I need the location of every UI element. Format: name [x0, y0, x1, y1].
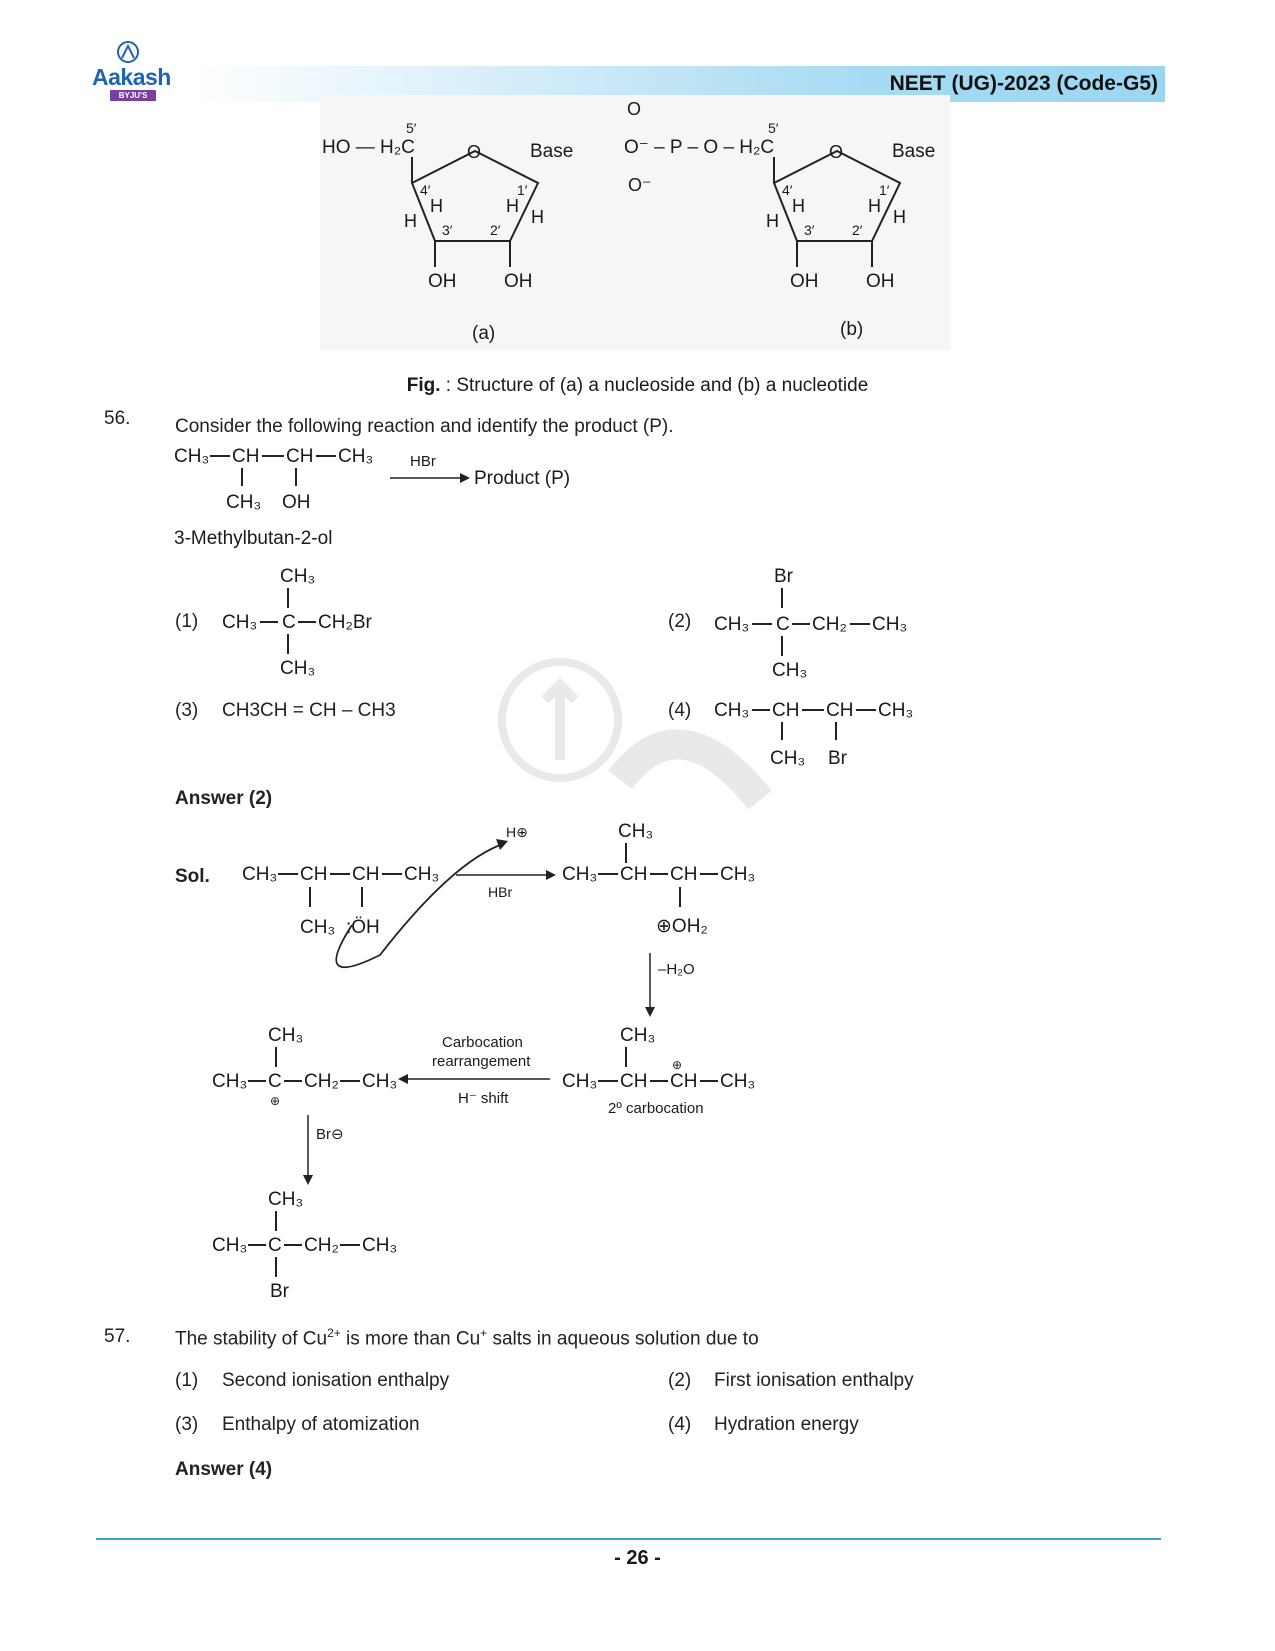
chem-ch: CH [772, 700, 800, 721]
chem-ch3: CH₃ [268, 1025, 304, 1046]
c4-label: 4′ [782, 182, 793, 198]
reactant-ch3: CH₃ [338, 446, 374, 467]
oh-label: OH [790, 271, 819, 292]
oh-label: OH [866, 271, 895, 292]
ring-o-label: O [829, 142, 844, 162]
footer-rule [96, 1538, 1161, 1540]
product-label: Product (P) [474, 468, 571, 489]
chem-c: C [268, 1235, 282, 1256]
chem-oh2-plus: ⊕OH₂ [656, 916, 708, 937]
option-text: Enthalpy of atomization [222, 1414, 420, 1435]
logo-badge: BYJU'S [110, 90, 156, 101]
oh-label: OH [504, 271, 533, 292]
chem-ch3: CH₃ [242, 864, 278, 885]
option-number: (2) [668, 1370, 692, 1391]
solution-mechanism [212, 815, 820, 1305]
chem-ch2: CH₂ [812, 614, 847, 635]
c1-label: 1′ [517, 182, 528, 198]
option-1-structure [220, 560, 400, 685]
option-number: (4) [668, 700, 692, 721]
chem-ch2: CH₂ [304, 1235, 339, 1256]
reactant-ch: CH [286, 446, 314, 467]
option-number: (1) [175, 1370, 199, 1391]
h-plus-label: H⊕ [506, 824, 528, 840]
hydride-shift-label: H⁻ shift [458, 1090, 509, 1107]
chem-ch3: CH₃ [878, 700, 914, 721]
option-number: (3) [175, 700, 199, 721]
reactant-oh: OH [282, 492, 311, 513]
chem-ch: CH [670, 864, 698, 885]
caption-bold: Fig. [406, 375, 441, 396]
q57-sup-2: + [480, 1326, 488, 1340]
chem-ch: CH [620, 1071, 648, 1092]
question-number: 56. [104, 408, 131, 429]
chem-ch3: CH₃ [562, 1071, 598, 1092]
hbr-label: HBr [488, 884, 513, 900]
secondary-carbocation-label: 2º carbocation [608, 1100, 704, 1117]
chem-ch3: CH₃ [280, 566, 316, 587]
chem-ch3: CH₃ [404, 864, 440, 885]
ho-h2c-label: HO — H₂C [322, 137, 415, 158]
base-label: Base [530, 141, 574, 162]
chem-ch3: CH₃ [720, 1071, 756, 1092]
chem-ch3: CH₃ [770, 748, 806, 769]
chem-c: C [268, 1071, 282, 1092]
chem-ch3: CH₃ [562, 864, 598, 885]
chem-ch3: CH₃ [362, 1071, 398, 1092]
oh-label: OH [428, 271, 457, 292]
h-label: H [506, 196, 519, 216]
reactant-name: 3-Methylbutan-2-ol [174, 528, 333, 549]
c5-label: 5′ [768, 120, 779, 136]
reagent-hbr: HBr [410, 453, 436, 470]
ring-o-label: O [467, 142, 482, 162]
h-label: H [430, 196, 443, 216]
q57-text-pre: The stability of Cu [175, 1328, 328, 1350]
plus-charge: ⊕ [672, 1058, 683, 1072]
option-text: Hydration energy [714, 1414, 859, 1435]
h-label: H [404, 211, 417, 231]
answer-label: Answer (2) [175, 788, 273, 809]
chem-br: Br [774, 566, 793, 587]
option-number: (2) [668, 611, 692, 632]
c2-label: 2′ [852, 222, 863, 238]
page-header-title: NEET (UG)-2023 (Code-G5) [889, 72, 1158, 95]
chem-ch3: CH₃ [620, 1025, 656, 1046]
chem-ch3: CH₃ [300, 917, 336, 938]
phosphate-label: O⁻ – P – O – H₂C [624, 137, 775, 158]
rearrangement-label-1: Carbocation [442, 1034, 523, 1051]
c4-label: 4′ [420, 182, 431, 198]
h-label: H [893, 207, 906, 227]
chem-ch3: CH₃ [280, 658, 316, 679]
caption-text: : Structure of (a) a nucleoside and (b) a nucleotide [440, 375, 869, 396]
minus-h2o-label: –H₂O [658, 961, 695, 978]
q57-sup-1: 2+ [327, 1326, 341, 1340]
question-text: Consider the following reaction and identify the product (P). [175, 416, 674, 437]
chem-ch3: CH₃ [362, 1235, 398, 1256]
option-text: Second ionisation enthalpy [222, 1370, 450, 1391]
q56-reaction [170, 440, 610, 550]
chem-ch3: CH₃ [772, 660, 808, 681]
option-number: (3) [175, 1414, 199, 1435]
chem-ch: CH [670, 1071, 698, 1092]
h-label: H [531, 207, 544, 227]
rearrangement-label-2: rearrangement [432, 1053, 531, 1070]
chem-ch3: CH₃ [222, 612, 258, 633]
reactant-ch: CH [232, 446, 260, 467]
chem-ch3: CH₃ [212, 1071, 248, 1092]
c1-label: 1′ [879, 182, 890, 198]
chem-ch3: CH₃ [212, 1235, 248, 1256]
figure-caption [0, 375, 1275, 397]
label-a: (a) [472, 323, 496, 344]
c2-label: 2′ [490, 222, 501, 238]
phosphate-o-top: O [627, 99, 642, 119]
option-text: First ionisation enthalpy [714, 1370, 914, 1391]
chem-c: C [282, 612, 296, 633]
chem-ch3: CH₃ [714, 700, 750, 721]
chem-ch3: CH₃ [268, 1189, 304, 1210]
logo-text: Aakash [92, 64, 171, 90]
option-number: (4) [668, 1414, 692, 1435]
c3-label: 3′ [804, 222, 815, 238]
question-number: 57. [104, 1326, 131, 1347]
chem-ch3: CH₃ [872, 614, 908, 635]
answer-label: Answer (4) [175, 1459, 273, 1480]
reactant-ch3: CH₃ [226, 492, 262, 513]
h-label: H [766, 211, 779, 231]
chem-br: Br [828, 748, 847, 769]
chem-ch2: CH₂ [304, 1071, 339, 1092]
page-number: - 26 - [614, 1547, 661, 1569]
nucleoside-nucleotide-figure [320, 95, 950, 355]
label-b: (b) [840, 319, 864, 340]
c5-label: 5′ [406, 120, 417, 136]
h-label: H [868, 196, 881, 216]
chem-ch: CH [352, 864, 380, 885]
h-label: H [792, 196, 805, 216]
question-text [175, 1326, 759, 1350]
base-label: Base [892, 141, 936, 162]
solution-label: Sol. [175, 866, 210, 887]
chem-ch: CH [826, 700, 854, 721]
chem-ch: CH [620, 864, 648, 885]
chem-ch: CH [300, 864, 328, 885]
chem-oh-lone-pair: :ÖH [346, 917, 380, 938]
q57-text-post: salts in aqueous solution due to [487, 1328, 759, 1350]
chem-c: C [776, 614, 790, 635]
option-4-structure [712, 694, 932, 774]
option-2-structure [712, 560, 932, 685]
phosphate-o-bottom: O⁻ [628, 175, 652, 195]
chem-ch3: CH₃ [618, 821, 654, 842]
bromide-label: Br⊖ [316, 1126, 344, 1143]
reactant-ch3: CH₃ [174, 446, 210, 467]
chem-br: Br [270, 1281, 289, 1302]
chem-ch3: CH₃ [720, 864, 756, 885]
option-text: CH3CH = CH – CH3 [222, 700, 396, 721]
option-number: (1) [175, 611, 199, 632]
chem-ch2br: CH₂Br [318, 612, 372, 633]
plus-charge: ⊕ [270, 1094, 281, 1108]
q57-text-mid: is more than Cu [340, 1328, 481, 1350]
chem-ch3: CH₃ [714, 614, 750, 635]
c3-label: 3′ [442, 222, 453, 238]
